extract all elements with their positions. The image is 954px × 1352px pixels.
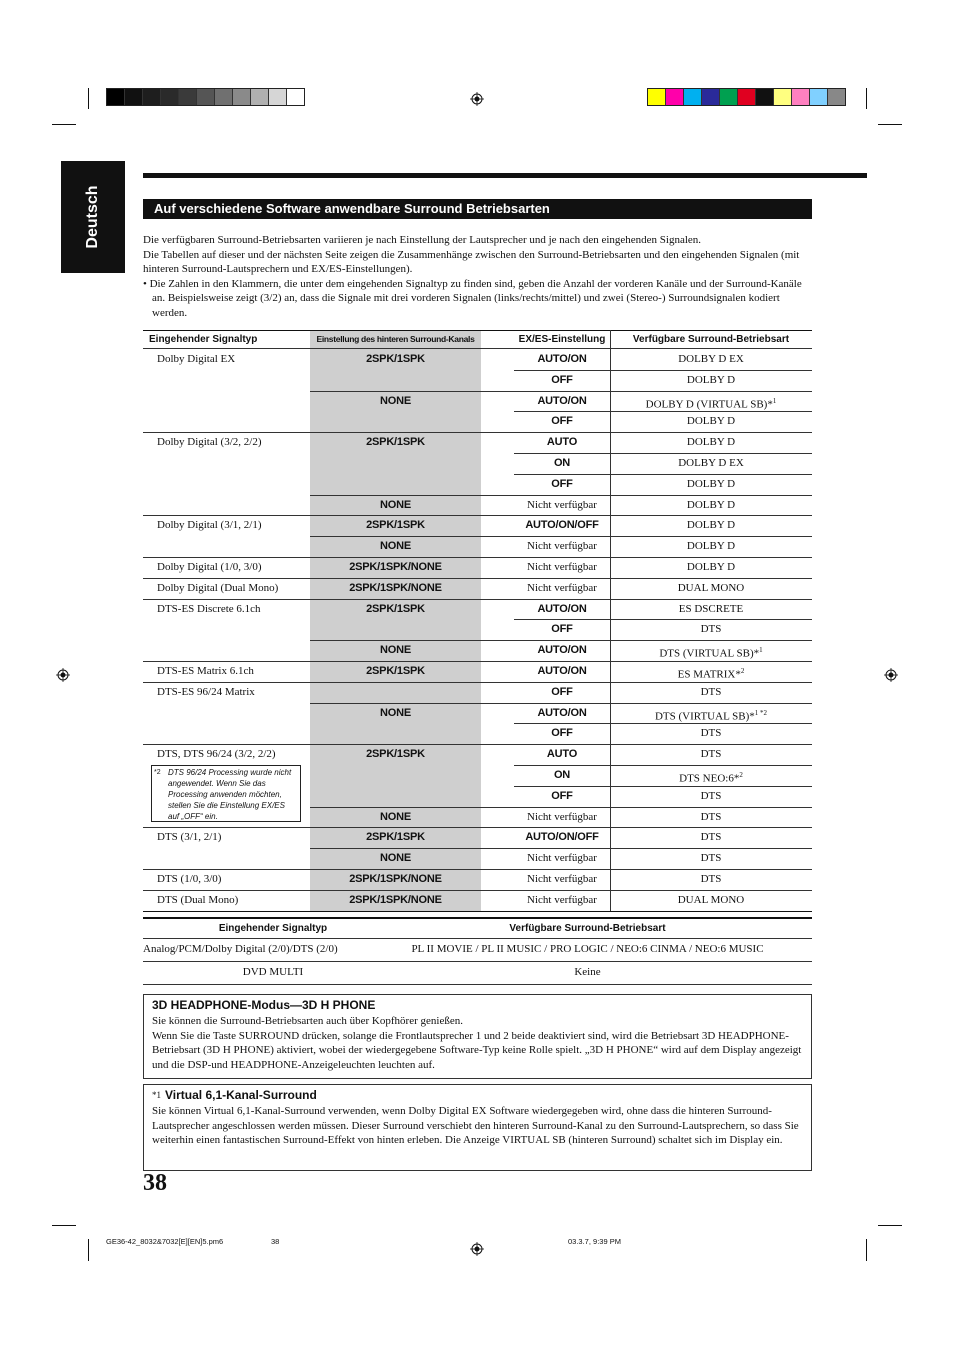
surround-mode-text: DOLBY D <box>686 415 736 428</box>
rear-speaker-cell: NONE <box>380 852 411 865</box>
surround-mode-text: DTS NEO:6* <box>679 772 740 785</box>
crop-mark <box>52 124 76 125</box>
footnote-ref: 1 <box>772 396 777 405</box>
ex-es-cell: Nicht verfügbar <box>527 852 597 865</box>
ex-es-cell: AUTO/ON/OFF <box>525 831 599 844</box>
surround-mode-cell <box>610 495 812 516</box>
surround-mode-cell <box>610 349 812 370</box>
color-swatch <box>233 89 251 105</box>
crop-mark <box>88 88 89 109</box>
rear-speaker-cell: 2SPK/1SPK/NONE <box>349 581 442 594</box>
signal-type-cell: Dolby Digital (Dual Mono) <box>157 581 279 594</box>
color-swatch <box>792 89 810 105</box>
surround-mode-cell <box>610 474 812 495</box>
ex-es-cell: AUTO/ON <box>537 602 587 615</box>
surround-mode-cell <box>610 682 812 703</box>
crop-mark <box>866 1239 867 1261</box>
surround-mode-cell <box>610 411 812 432</box>
ex-es-cell: Nicht verfügbar <box>527 873 597 885</box>
ex-es-cell: AUTO/ON <box>537 644 587 657</box>
surround-mode-text: DOLBY D <box>686 519 736 532</box>
intro-paragraph: Die Tabellen auf dieser und der nächsten Seite zeigen die Zusammenhänge zwischen den Surround-Betriebsarten und den eingehenden Signalen (mit hinteren Surround-Lautsprechern und EX/ES-Einstellungen). <box>143 248 800 276</box>
box-title-text: Virtual 6,1-Kanal-Surround <box>165 1088 317 1102</box>
footnote-ref: 2 <box>739 771 743 779</box>
language-tab-label: Deutsch <box>84 185 101 249</box>
color-swatch <box>738 89 756 105</box>
signal-type-cell: Dolby Digital (3/1, 2/1) <box>157 519 262 532</box>
surround-mode-text: DUAL MONO <box>677 581 745 594</box>
table-rule <box>143 911 812 912</box>
surround-mode-text: DUAL MONO <box>677 893 745 906</box>
intro-text <box>143 233 803 321</box>
surround-mode-cell <box>610 370 812 391</box>
mode-cell: PL II MOVIE / PL II MUSIC / PRO LOGIC / NEO:6 CINMA / NEO:6 MUSIC <box>411 943 764 955</box>
footnote-ref: 2 <box>740 667 745 675</box>
color-swatch <box>143 89 161 105</box>
color-swatch <box>215 89 233 105</box>
footer-date: 03.3.7, 9:39 PM <box>568 1237 621 1246</box>
rear-speaker-cell: 2SPK/1SPK <box>366 519 425 532</box>
registration-mark-icon <box>56 668 70 682</box>
rear-speaker-cell: 2SPK/1SPK/NONE <box>349 893 442 906</box>
footnote-mark: *2 <box>154 769 161 776</box>
registration-mark-icon <box>884 668 898 682</box>
surround-mode-text: DTS <box>700 727 722 740</box>
footnote-box <box>151 765 301 822</box>
color-swatch <box>107 89 125 105</box>
box-title <box>152 1086 803 1104</box>
surround-mode-text: DOLBY D EX <box>678 353 744 365</box>
ex-es-cell: AUTO/ON <box>537 394 587 407</box>
column-rule <box>610 330 611 911</box>
top-rule <box>143 173 867 178</box>
color-swatch <box>161 89 179 105</box>
color-swatch <box>197 89 215 105</box>
signal-type-cell: Dolby Digital (3/2, 2/2) <box>157 436 262 449</box>
box-title: 3D HEADPHONE-Modus—3D H PHONE <box>152 998 376 1012</box>
column-header: Eingehender Signaltyp <box>218 923 328 934</box>
surround-mode-text: DOLBY D <box>686 561 736 573</box>
surround-mode-cell <box>610 557 812 578</box>
surround-mode-cell <box>610 786 812 807</box>
ex-es-cell: Nicht verfügbar <box>527 893 597 906</box>
color-swatch <box>666 89 684 105</box>
process-color-bar <box>647 88 846 106</box>
surround-mode-cell <box>610 827 812 848</box>
footer-page: 38 <box>271 1237 280 1246</box>
surround-mode-cell <box>610 453 812 474</box>
ex-es-cell: Nicht verfügbar <box>527 810 597 823</box>
ex-es-cell: ON <box>553 457 571 469</box>
surround-mode-text: DTS <box>700 831 722 844</box>
rear-speaker-cell: 2SPK/1SPK/NONE <box>349 873 442 885</box>
rear-speaker-cell: 2SPK/1SPK <box>366 831 425 844</box>
box-paragraph: Wenn Sie die Taste SURROUND drücken, solange die Frontlautsprecher 1 und 2 beide deaktiviert sind, wird die Betriebsart 3D HEADPHONE-Betriebsart (3D H PHONE) aktiviert, wobei der wiedergegebene Software-Typ keine Rolle spielt. „3D H PHONE“ wird auf dem Display angezeigt und die DSP-und HEADPHONE-Anzeigeleuchten leuchten auf. <box>152 1029 802 1071</box>
rear-speaker-cell: 2SPK/1SPK <box>366 436 425 449</box>
surround-mode-cell <box>610 578 812 599</box>
surround-mode-cell <box>610 599 812 620</box>
column-header: EX/ES-Einstellung <box>518 334 606 345</box>
surround-mode-text: DTS <box>700 810 722 823</box>
surround-mode-cell <box>610 848 812 869</box>
crop-mark <box>878 1225 902 1226</box>
color-swatch <box>287 89 304 105</box>
surround-mode-cell <box>610 619 812 640</box>
color-swatch <box>756 89 774 105</box>
ex-es-cell: AUTO/ON <box>537 706 587 719</box>
surround-mode-text: DOLBY D EX <box>678 457 744 469</box>
surround-mode-cell <box>610 536 812 557</box>
surround-mode-cell <box>610 807 812 828</box>
intro-paragraph: Die verfügbaren Surround-Betriebsarten variieren je nach Einstellung der Lautsprecher und je nach den eingehenden Signalen. <box>143 234 702 246</box>
intro-bullet: • Die Zahlen in den Klammern, die unter dem eingehenden Signaltyp zu finden sind, geben die Anzahl der vorderen Kanäle und der Surround-Kanäle an. Beispielsweise zeigt (3/2) an, dass die Signale mit drei vorderen Signalen (links/rechts/mittel) und zwei (Stereo-) Surroundsignalen kodiert werden. <box>143 277 802 319</box>
ex-es-cell: Nicht verfügbar <box>527 540 597 553</box>
surround-mode-text: DTS <box>700 623 722 636</box>
color-swatch <box>179 89 197 105</box>
ex-es-cell: ON <box>553 769 571 781</box>
signal-cell: Analog/PCM/Dolby Digital (2/0)/DTS (2/0) <box>143 943 338 955</box>
column-header: Einstellung des hinteren Surround-Kanals <box>316 334 475 344</box>
crop-mark <box>52 1225 76 1226</box>
surround-mode-text: DOLBY D <box>686 477 736 490</box>
footnote-ref: 1 *2 <box>754 708 767 717</box>
footer-file: GE36-42_8032&7032[E][EN]5.pm6 <box>106 1237 224 1246</box>
rear-speaker-cell: NONE <box>380 394 411 407</box>
signal-type-cell: DTS-ES Matrix 6.1ch <box>157 665 254 677</box>
surround-mode-text: DOLBY D <box>686 498 736 511</box>
table-rule <box>143 330 812 331</box>
signal-cell: DVD MULTI <box>242 966 304 978</box>
box-paragraph: Sie können Virtual 6,1-Kanal-Surround verwenden, wenn Dolby Digital EX Software wiedergegeben wird, ohne dass die hinteren Surround-Lautsprecher angeschlossen werden müssen. Dieser Surround verschiebt den hinteren Surround-Kanal zu den Surround-Lautsprechern, so dass Sie weiterhin einen fantastischen Surround-Effekt von hinten erleben. Die Anzeige VIRTUAL SB (hinteren Surround) schaltet sich im Display ein. <box>152 1105 799 1147</box>
headphone-info-box <box>143 994 812 1079</box>
surround-mode-text: DOLBY D (VIRTUAL SB)* <box>645 398 773 411</box>
mode-cell: Keine <box>574 966 601 978</box>
ex-es-cell: OFF <box>551 685 573 698</box>
color-swatch <box>702 89 720 105</box>
surround-mode-text: DTS <box>700 748 722 761</box>
rear-speaker-cell: NONE <box>380 498 411 511</box>
signal-type-cell: Dolby Digital EX <box>157 353 236 365</box>
ex-es-cell: Nicht verfügbar <box>527 581 597 594</box>
language-tab <box>61 161 125 273</box>
color-swatch <box>648 89 666 105</box>
ex-es-cell: OFF <box>551 373 573 386</box>
surround-mode-cell <box>610 515 812 536</box>
color-swatch <box>251 89 269 105</box>
ex-es-cell: Nicht verfügbar <box>527 498 597 511</box>
signal-type-cell: DTS, DTS 96/24 (3/2, 2/2) <box>157 748 276 761</box>
color-swatch <box>774 89 792 105</box>
surround-mode-text: DTS <box>700 873 722 885</box>
column-header: Verfügbare Surround-Betriebsart <box>509 923 666 934</box>
footnote-ref: 1 <box>759 646 763 655</box>
surround-mode-text: DOLBY D <box>686 373 736 386</box>
column-header: Eingehender Signaltyp <box>149 334 258 345</box>
ex-es-cell: AUTO/ON <box>537 353 587 365</box>
surround-mode-text: DOLBY D <box>686 436 736 449</box>
color-swatch <box>810 89 828 105</box>
signal-type-cell: DTS (3/1, 2/1) <box>157 831 222 844</box>
ex-es-cell: AUTO <box>546 436 578 449</box>
box-paragraph: Sie können die Surround-Betriebsarten auch über Kopfhörer genießen. <box>152 1015 463 1027</box>
ex-es-cell: AUTO/ON/OFF <box>525 519 599 532</box>
signal-type-cell: DTS-ES 96/24 Matrix <box>157 685 255 698</box>
signal-type-cell: DTS (Dual Mono) <box>157 893 239 906</box>
rear-speaker-cell: NONE <box>380 810 411 823</box>
ex-es-cell: AUTO <box>546 748 578 761</box>
signal-type-cell: DTS-ES Discrete 6.1ch <box>157 602 261 615</box>
registration-mark-icon <box>470 1242 484 1256</box>
page-number: 38 <box>143 1170 167 1196</box>
rear-speaker-cell: NONE <box>380 540 411 553</box>
ex-es-cell: Nicht verfügbar <box>527 561 597 573</box>
rear-speaker-cell: 2SPK/1SPK <box>366 602 425 615</box>
surround-mode-cell <box>610 723 812 744</box>
ex-es-cell: OFF <box>551 415 573 428</box>
surround-mode-text: DTS (VIRTUAL SB)* <box>659 647 760 660</box>
ex-es-cell: OFF <box>551 477 573 490</box>
signal-type-cell: DTS (1/0, 3/0) <box>157 873 222 885</box>
surround-mode-cell <box>610 890 812 911</box>
ex-es-cell: OFF <box>551 623 573 636</box>
color-swatch <box>828 89 845 105</box>
rear-speaker-cell: NONE <box>380 644 411 657</box>
rear-speaker-cell: 2SPK/1SPK <box>366 748 425 761</box>
surround-mode-text: ES MATRIX* <box>677 668 741 681</box>
ex-es-cell: AUTO/ON <box>537 665 587 677</box>
crop-mark <box>88 1239 89 1261</box>
ex-es-cell: OFF <box>551 727 573 740</box>
registration-mark-icon <box>470 92 484 106</box>
surround-mode-cell <box>610 432 812 453</box>
surround-mode-cell <box>610 744 812 765</box>
rear-speaker-cell: 2SPK/1SPK <box>366 665 425 677</box>
surround-mode-text: DOLBY D <box>686 540 736 553</box>
surround-mode-text: DTS <box>700 852 722 865</box>
column-header: Verfügbare Surround-Betriebsart <box>632 334 790 345</box>
rear-speaker-cell: 2SPK/1SPK/NONE <box>349 561 442 573</box>
rear-speaker-cell: 2SPK/1SPK <box>366 353 425 365</box>
gray-color-bar <box>106 88 305 106</box>
rear-speaker-cell: NONE <box>380 706 411 719</box>
footnote-text: DTS 96/24 Processing wurde nicht angewendet. Wenn Sie das Processing anwenden möchten, stellen Sie die Einstellung EX/ES auf „OFF“ ein. <box>168 768 292 821</box>
section-title: Auf verschiedene Software anwendbare Surround Betriebsarten <box>143 199 812 219</box>
color-swatch <box>684 89 702 105</box>
surround-mode-table <box>143 330 812 912</box>
analog-signal-table <box>143 917 812 987</box>
footnote-mark: *1 <box>152 1090 161 1100</box>
surround-mode-cell <box>610 869 812 890</box>
ex-es-cell: OFF <box>551 789 573 802</box>
crop-mark <box>878 124 902 125</box>
surround-mode-text: DTS <box>700 685 722 698</box>
surround-mode-text: DTS (VIRTUAL SB)* <box>654 710 755 723</box>
virtual-surround-box <box>143 1084 812 1171</box>
color-swatch <box>720 89 738 105</box>
color-swatch <box>269 89 287 105</box>
crop-mark <box>866 88 867 109</box>
signal-type-cell: Dolby Digital (1/0, 3/0) <box>157 561 262 573</box>
surround-mode-text: DTS <box>700 789 722 802</box>
surround-mode-text: ES DSCRETE <box>678 602 744 615</box>
color-swatch <box>125 89 143 105</box>
